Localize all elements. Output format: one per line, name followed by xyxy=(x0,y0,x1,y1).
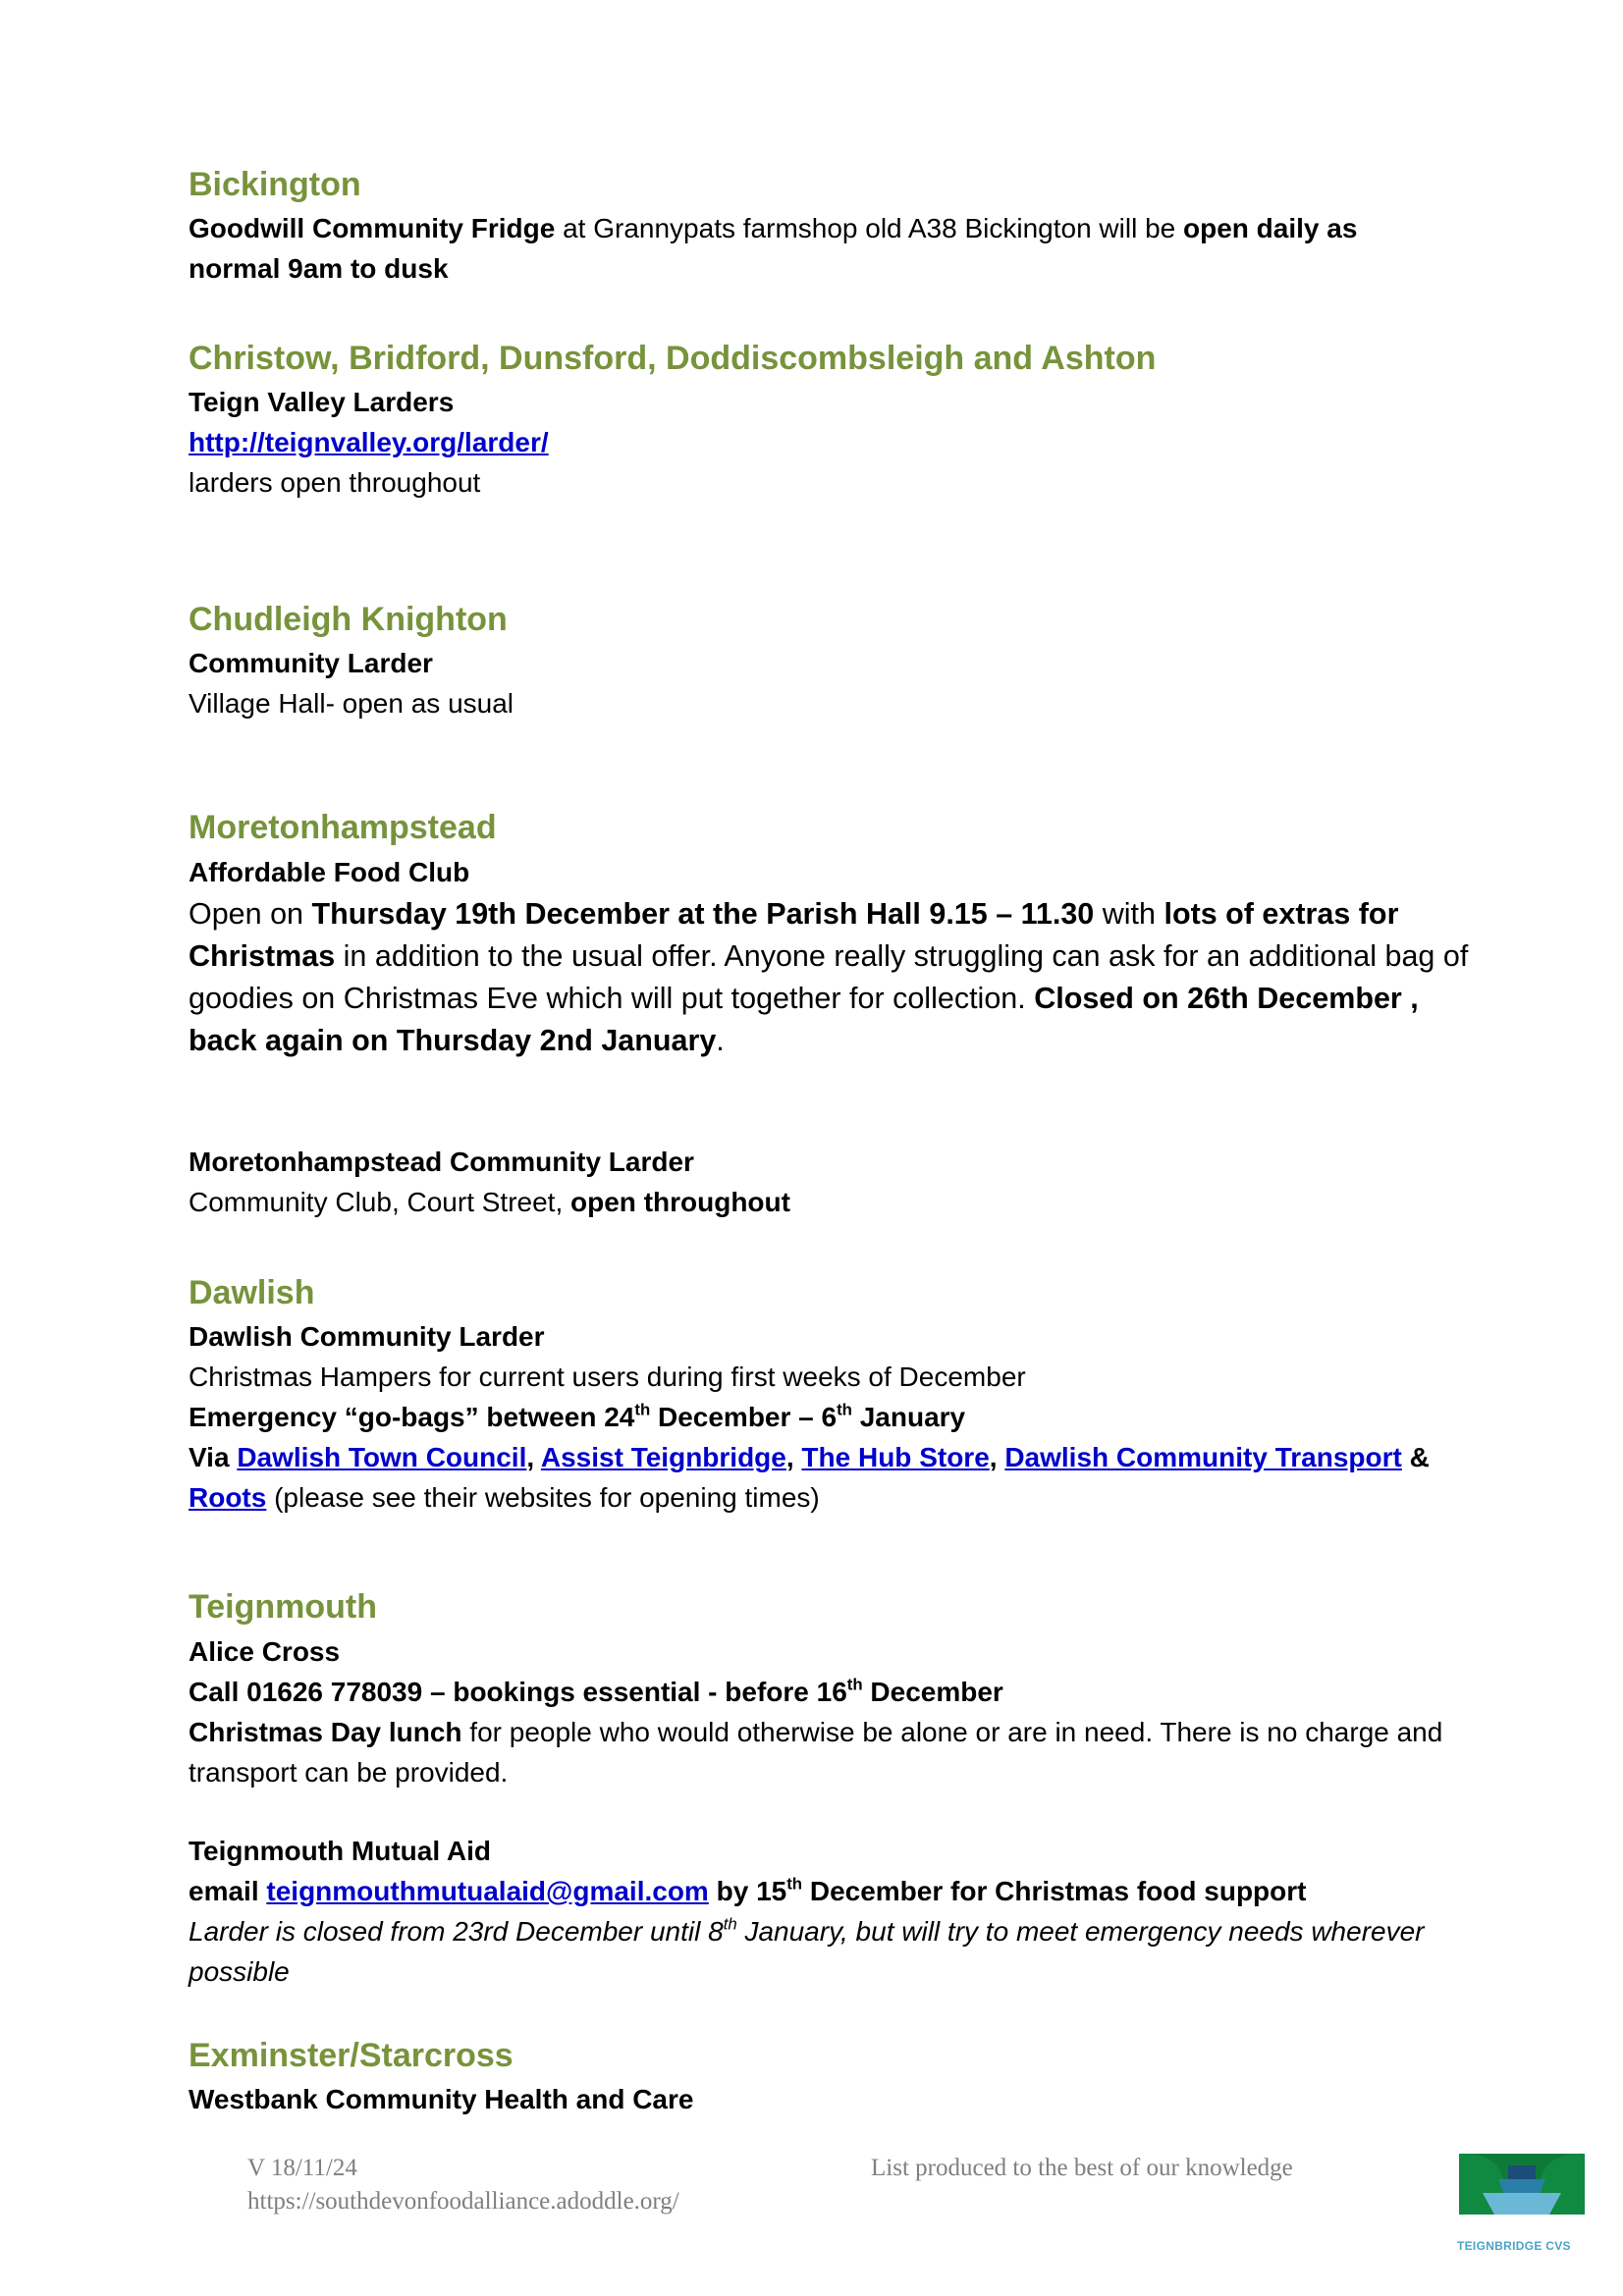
bold-text: & xyxy=(1401,1442,1430,1472)
bold-text: Affordable Food Club xyxy=(189,857,470,887)
text: larders open throughout xyxy=(189,467,481,498)
text-line xyxy=(189,2079,693,2119)
bold-text: Teign Valley Larders xyxy=(189,387,455,417)
text-line xyxy=(189,1631,1442,1672)
text-line xyxy=(189,1020,1468,1062)
superscript: th xyxy=(786,1874,803,1894)
link[interactable]: teignmouthmutualaid@gmail.com xyxy=(266,1876,709,1906)
section-heading: Bickington xyxy=(189,166,361,203)
text-line xyxy=(189,1182,790,1222)
text-line xyxy=(189,893,1468,935)
entry-block xyxy=(189,1142,790,1222)
text-line xyxy=(189,1712,1442,1752)
bold-text: back again on Thursday 2nd January xyxy=(189,1024,717,1057)
text: at Grannypats farmshop old A38 Bickington will be xyxy=(555,213,1184,243)
bold-text: , xyxy=(989,1442,1005,1472)
bold-text: Emergency “go-bags” between 24 xyxy=(189,1402,635,1432)
logo-text: TEIGNBRIDGE CVS xyxy=(1457,2239,1571,2253)
text: with xyxy=(1094,897,1164,931)
superscript: th xyxy=(837,1400,852,1419)
text-line xyxy=(189,1397,1430,1437)
text-line xyxy=(189,643,514,683)
entry-block xyxy=(189,1831,1424,1992)
text: Community Club, Court Street, xyxy=(189,1187,571,1217)
bold-text: open daily as xyxy=(1183,213,1358,243)
text-line xyxy=(189,1477,1430,1518)
text: (please see their websites for opening times) xyxy=(266,1482,820,1513)
section-heading: Exminster/Starcross xyxy=(189,2037,514,2074)
entry-block xyxy=(189,893,1468,1062)
link[interactable]: Dawlish Town Council xyxy=(237,1442,527,1472)
text-line xyxy=(189,1316,1430,1357)
section-heading: Moretonhampstead xyxy=(189,809,497,846)
link[interactable]: The Hub Store xyxy=(801,1442,990,1472)
italic-text: Larder is closed from 23rd December until 8 xyxy=(189,1916,724,1947)
bold-text: Thursday 19th December at the Parish Hall 9.15 – 11.30 xyxy=(311,897,1095,931)
bold-text: by 15 xyxy=(708,1876,787,1906)
text-line xyxy=(189,1672,1442,1712)
entry-block xyxy=(189,643,514,723)
entry-block xyxy=(189,2079,693,2119)
text-line xyxy=(189,208,1357,248)
bold-text: Christmas Day lunch xyxy=(189,1717,462,1747)
section-heading: Christow, Bridford, Dunsford, Doddiscombsleigh and Ashton xyxy=(189,340,1157,377)
bold-text: Community Larder xyxy=(189,648,433,678)
text-line xyxy=(189,422,549,462)
bold-text: Teignmouth Mutual Aid xyxy=(189,1836,491,1866)
text: transport can be provided. xyxy=(189,1757,509,1788)
text-line xyxy=(189,1951,1424,1992)
footer-url: https://southdevonfoodalliance.adoddle.org/ xyxy=(247,2188,679,2215)
bold-text: Moretonhampstead Community Larder xyxy=(189,1147,694,1177)
entry-block xyxy=(189,382,549,503)
text-line xyxy=(189,1357,1430,1397)
text-line xyxy=(189,978,1468,1020)
italic-text: January, but will try to meet emergency needs wherever xyxy=(736,1916,1425,1947)
bold-text: Dawlish Community Larder xyxy=(189,1321,545,1352)
teignbridge-cvs-logo xyxy=(1457,2152,1587,2253)
text-line xyxy=(189,1142,790,1182)
bold-text: Closed on 26th December , xyxy=(1034,982,1419,1015)
superscript: th xyxy=(723,1914,737,1934)
text-line xyxy=(189,683,514,723)
bold-text: , xyxy=(785,1442,802,1472)
text: Open on xyxy=(189,897,312,931)
bold-text: Goodwill Community Fridge xyxy=(189,213,556,243)
text: for people who would otherwise be alone or are in need. There is no charge and xyxy=(461,1717,1443,1747)
bold-text: December xyxy=(862,1677,1003,1707)
link[interactable]: http://teignvalley.org/larder/ xyxy=(189,427,549,457)
link[interactable]: Dawlish Community Transport xyxy=(1004,1442,1402,1472)
text-line xyxy=(189,1831,1424,1871)
text-line xyxy=(189,248,1357,289)
text-line xyxy=(189,1752,1442,1792)
link[interactable]: Assist Teignbridge xyxy=(540,1442,786,1472)
link[interactable]: Roots xyxy=(189,1482,267,1513)
italic-text: possible xyxy=(189,1956,290,1987)
section-heading: Dawlish xyxy=(189,1274,315,1311)
text-line xyxy=(189,852,469,892)
text-line xyxy=(189,382,549,422)
bold-text: Via xyxy=(189,1442,238,1472)
text: in addition to the usual offer. Anyone really struggling can ask for an additional bag of xyxy=(335,939,1469,973)
section-heading: Teignmouth xyxy=(189,1588,377,1626)
bold-text: lots of extras for xyxy=(1163,897,1399,931)
text-line xyxy=(189,462,549,503)
text-line xyxy=(189,1871,1424,1911)
entry-block xyxy=(189,1316,1430,1518)
text: Village Hall- open as usual xyxy=(189,688,514,719)
entry-block xyxy=(189,1631,1442,1792)
text: goodies on Christmas Eve which will put together for collection. xyxy=(189,982,1035,1015)
text: . xyxy=(716,1024,725,1057)
text-line xyxy=(189,1911,1424,1951)
text: Christmas Hampers for current users during first weeks of December xyxy=(189,1362,1026,1392)
bold-text: Alice Cross xyxy=(189,1636,341,1667)
bold-text: Call 01626 778039 – bookings essential - before 16 xyxy=(189,1677,847,1707)
bold-text: Westbank Community Health and Care xyxy=(189,2084,694,2114)
bold-text: , xyxy=(526,1442,541,1472)
footer-version: V 18/11/24 xyxy=(247,2155,357,2181)
bold-text: December – 6 xyxy=(650,1402,838,1432)
entry-block xyxy=(189,852,469,892)
text-line xyxy=(189,935,1468,978)
bold-text: December for Christmas food support xyxy=(802,1876,1307,1906)
superscript: th xyxy=(634,1400,651,1419)
bold-text: Christmas xyxy=(189,939,336,973)
section-heading: Chudleigh Knighton xyxy=(189,601,508,638)
bold-text: January xyxy=(851,1402,966,1432)
bold-text: email xyxy=(189,1876,267,1906)
logo-graphic-icon xyxy=(1457,2152,1587,2240)
bold-text: open throughout xyxy=(570,1187,790,1217)
bold-text: normal 9am to dusk xyxy=(189,253,449,284)
superscript: th xyxy=(846,1675,863,1694)
entry-block xyxy=(189,208,1357,289)
text-line xyxy=(189,1437,1430,1477)
footer-note: List produced to the best of our knowledge xyxy=(871,2155,1293,2181)
